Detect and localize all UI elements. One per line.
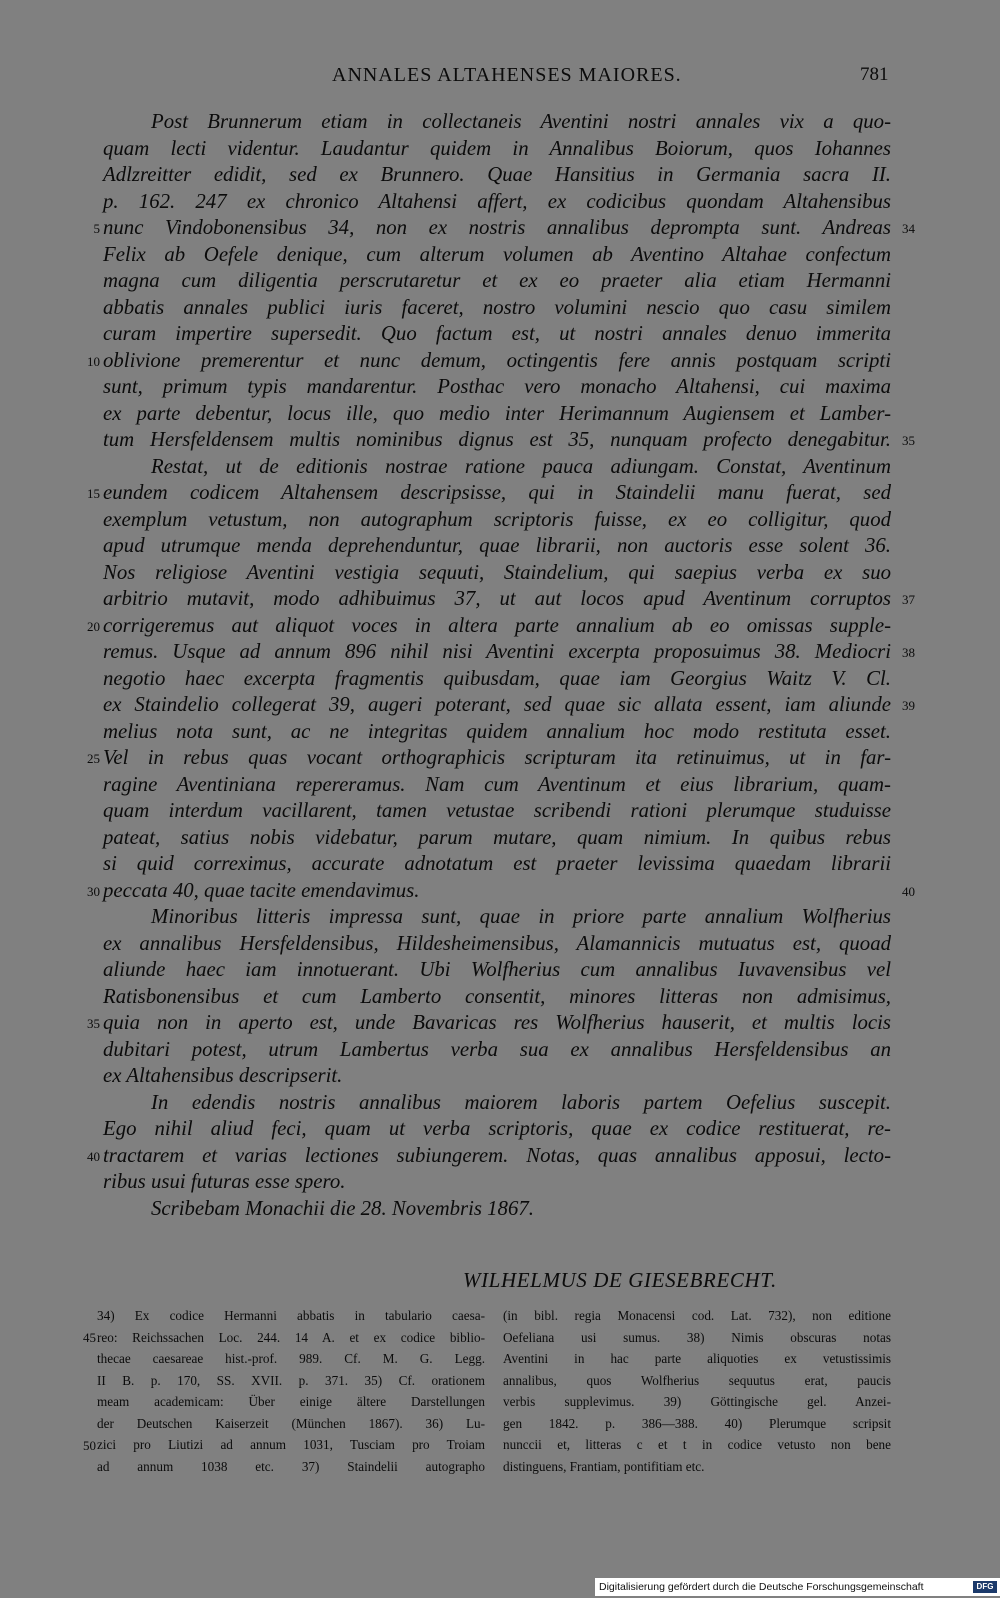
text-line: exemplum vetustum, non autographum scriptoris fuisse, ex eo colligitur, quod bbox=[103, 507, 891, 531]
text-line: ex Altahensibus descripserit. bbox=[103, 1064, 343, 1087]
text-line: Ego nihil aliud feci, quam ut verba scriptoris, quae ex codice restituerat, re- bbox=[103, 1117, 891, 1140]
footnote-line: annalibus, quos Wolfherius sequutus erat, paucis bbox=[503, 1372, 891, 1388]
line-number: 15 bbox=[87, 486, 100, 501]
footnote-line-number: 50 bbox=[83, 1437, 96, 1453]
text-line: apud utrumque menda deprehenduntur, quae librarii, non auctoris esse solent 36. bbox=[103, 534, 891, 557]
running-title: ANNALES ALTAHENSES MAIORES. bbox=[332, 64, 682, 86]
footnote-line: reo: Reichssachen Loc. 244. 14 A. et ex codice biblio- bbox=[97, 1329, 485, 1345]
page-number: 781 bbox=[860, 64, 889, 85]
footnote-line: ad annum 1038 etc. 37) Staindelii autographo bbox=[97, 1458, 485, 1474]
text-line: In edendis nostris annalibus maiorem laboris partem Oefelius suscepit. bbox=[151, 1090, 891, 1114]
margin-note: 34 bbox=[902, 221, 915, 236]
text-line: quia non in aperto est, unde Bavaricas res Wolfherius hauserit, et multis locis bbox=[103, 1011, 891, 1034]
text-line: Vel in rebus quas vocant orthographicis scripturam ita retinuimus, ut in far- bbox=[103, 746, 891, 769]
text-line: Felix ab Oefele denique, cum alterum volumen ab Aventino Altahae confectum bbox=[103, 242, 891, 266]
credit-text: Digitalisierung gefördert durch die Deutsche Forschungsgemeinschaft bbox=[599, 1581, 924, 1593]
text-line: si quid correximus, accurate adnotatum est praeter levissima quaedam librarii bbox=[103, 852, 891, 875]
text-line: abbatis annales publici iuris faceret, nostro volumini nescio quo casu similem bbox=[103, 295, 891, 319]
text-line: negotio haec excerpta fragmentis quibusdam, quae iam Georgius Waitz V. Cl. bbox=[103, 666, 891, 690]
footnotes-right-column bbox=[503, 1305, 891, 1477]
footnotes-left-column bbox=[97, 1305, 485, 1477]
text-line: Post Brunnerum etiam in collectaneis Aventini nostri annales vix a quo- bbox=[151, 110, 891, 133]
margin-note: 39 bbox=[902, 698, 915, 713]
text-line: melius nota sunt, ac ne integritas quidem annalium hoc modo restituta esset. bbox=[103, 719, 891, 743]
footnote-line-number: 45 bbox=[83, 1330, 96, 1345]
footnote-line: der Deutschen Kaiserzeit (München 1867). 36) Lu- bbox=[97, 1415, 485, 1431]
margin-note: 37 bbox=[902, 592, 915, 607]
text-line: quam lecti videntur. Laudantur quidem in Annalibus Boiorum, quos Iohannes bbox=[103, 136, 891, 160]
line-number: 20 bbox=[87, 618, 100, 634]
text-line: tractarem et varias lectiones subiungerem. Notas, quas annalibus apposui, lecto- bbox=[103, 1143, 891, 1167]
footnote-line: (in bibl. regia Monacensi cod. Lat. 732), non editione bbox=[503, 1308, 891, 1323]
text-line: quam interdum vacillarent, tamen vetustae scribendi rationi plerumque studuisse bbox=[103, 799, 891, 822]
footnote-line: verbis supplevimus. 39) Göttingische gel. Anzei- bbox=[503, 1394, 891, 1409]
footnote-line: gen 1842. p. 386—388. 40) Plerumque scripsit bbox=[503, 1415, 891, 1431]
text-line: ragine Aventiniana repereramus. Nam cum Aventinum et eius librarium, quam- bbox=[103, 772, 891, 796]
line-number: 5 bbox=[93, 221, 100, 236]
line-number: 35 bbox=[87, 1016, 100, 1031]
running-header bbox=[0, 64, 1000, 96]
text-line: nunc Vindobonensibus 34, non ex nostris annalibus deprompta sunt. Andreas bbox=[103, 216, 891, 239]
text-line: dubitari potest, utrum Lambertus verba sua ex annalibus Hersfeldensibus an bbox=[103, 1037, 891, 1061]
text-line: tum Hersfeldensem multis nominibus dignus est 35, nunquam profecto denegabitur. bbox=[103, 428, 891, 451]
line-number: 10 bbox=[87, 353, 100, 369]
line-number: 25 bbox=[87, 751, 100, 766]
margin-note: 35 bbox=[902, 433, 915, 448]
footnote-line: thecae caesareae hist.-prof. 989. Cf. M. G. Legg. bbox=[97, 1351, 485, 1366]
margin-note: 40 bbox=[902, 883, 915, 899]
line-number: 30 bbox=[87, 883, 100, 899]
margin-note: 38 bbox=[902, 645, 915, 660]
signature: WILHELMUS DE GIESEBRECHT. bbox=[463, 1268, 777, 1292]
footnote-line: II B. p. 170, SS. XVII. p. 371. 35) Cf. orationem bbox=[97, 1372, 485, 1388]
text-line: aliunde haec iam innotuerant. Ubi Wolfherius cum annalibus Iuvavensibus vel bbox=[103, 958, 891, 981]
text-line: Minoribus litteris impressa sunt, quae in priore parte annalium Wolfherius bbox=[151, 905, 891, 928]
text-line: p. 162. 247 ex chronico Altahensi affert, ex codicibus quondam Altahensibus bbox=[103, 189, 891, 213]
text-line: ribus usui futuras esse spero. bbox=[103, 1170, 346, 1193]
text-line: Nos religiose Aventini vestigia sequuti, Staindelium, qui saepius verba ex suo bbox=[103, 560, 891, 584]
text-line: eundem codicem Altahensem descripsisse, qui in Staindelii manu fuerat, sed bbox=[103, 481, 891, 504]
text-line: corrigeremus aut aliquot voces in altera parte annalium ab eo omissas supple- bbox=[103, 613, 891, 637]
text-line: sunt, primum typis mandarentur. Posthac vero monacho Altahensi, cui maxima bbox=[103, 375, 891, 398]
text-line: peccata 40, quae tacite emendavimus. bbox=[103, 878, 420, 902]
footnote-line: Oefeliana usi sumus. 38) Nimis obscuras notas bbox=[503, 1329, 891, 1345]
digitization-credit bbox=[595, 1578, 1000, 1596]
footnote-line: distinguens, Frantiam, pontifitiam etc. bbox=[503, 1458, 705, 1474]
text-line: ex Staindelio collegerat 39, augeri poterant, sed quae sic allata essent, iam aliunde bbox=[103, 693, 891, 716]
footnote-line: meam academicam: Über einige ältere Darstellungen bbox=[97, 1394, 485, 1409]
text-line: pateat, satius nobis videbatur, parum mutare, quam nimium. In quibus rebus bbox=[103, 825, 891, 849]
text-line: curam impertire supersedit. Quo factum est, ut nostri annales denuo immerita bbox=[103, 322, 891, 345]
text-line: oblivione premerentur et nunc demum, octingentis fere annis postquam scripti bbox=[103, 348, 891, 372]
text-line: Restat, ut de editionis nostrae ratione pauca adiungam. Constat, Aventinum bbox=[151, 454, 891, 478]
footnote-line: nunccii et, litteras c et t in codice vetusto non bene bbox=[503, 1437, 891, 1452]
text-line: Ratisbonensibus et cum Lamberto consentit, minores litteras non admisimus, bbox=[103, 984, 891, 1008]
footnote-line: zici pro Liutizi ad annum 1031, Tusciam pro Troiam bbox=[97, 1437, 485, 1452]
line-number: 40 bbox=[87, 1148, 100, 1164]
footnote-line: 34) Ex codice Hermanni abbatis in tabulario caesa- bbox=[97, 1308, 485, 1323]
dfg-logo: DFG bbox=[973, 1581, 997, 1593]
footnote-line: Aventini in hac parte aliquoties ex vetustissimis bbox=[503, 1351, 891, 1366]
text-line: ex annalibus Hersfeldensibus, Hildesheimensibus, Alamannicis mutuatus est, quoad bbox=[103, 931, 891, 955]
text-line: Adlzreitter edidit, sed ex Brunnero. Quae Hansitius in Germania sacra II. bbox=[103, 163, 891, 186]
text-line: arbitrio mutavit, modo adhibuimus 37, ut aut locos apud Aventinum corruptos bbox=[103, 587, 891, 610]
text-line: ex parte debentur, locus ille, quo medio inter Herimannum Augiensem et Lamber- bbox=[103, 401, 891, 425]
text-line: remus. Usque ad annum 896 nihil nisi Aventini excerpta proposuimus 38. Mediocri bbox=[103, 640, 891, 663]
text-line: Scribebam Monachii die 28. Novembris 1867. bbox=[151, 1196, 534, 1220]
text-line: magna cum diligentia perscrutaretur et ex eo praeter alia etiam Hermanni bbox=[103, 269, 891, 292]
